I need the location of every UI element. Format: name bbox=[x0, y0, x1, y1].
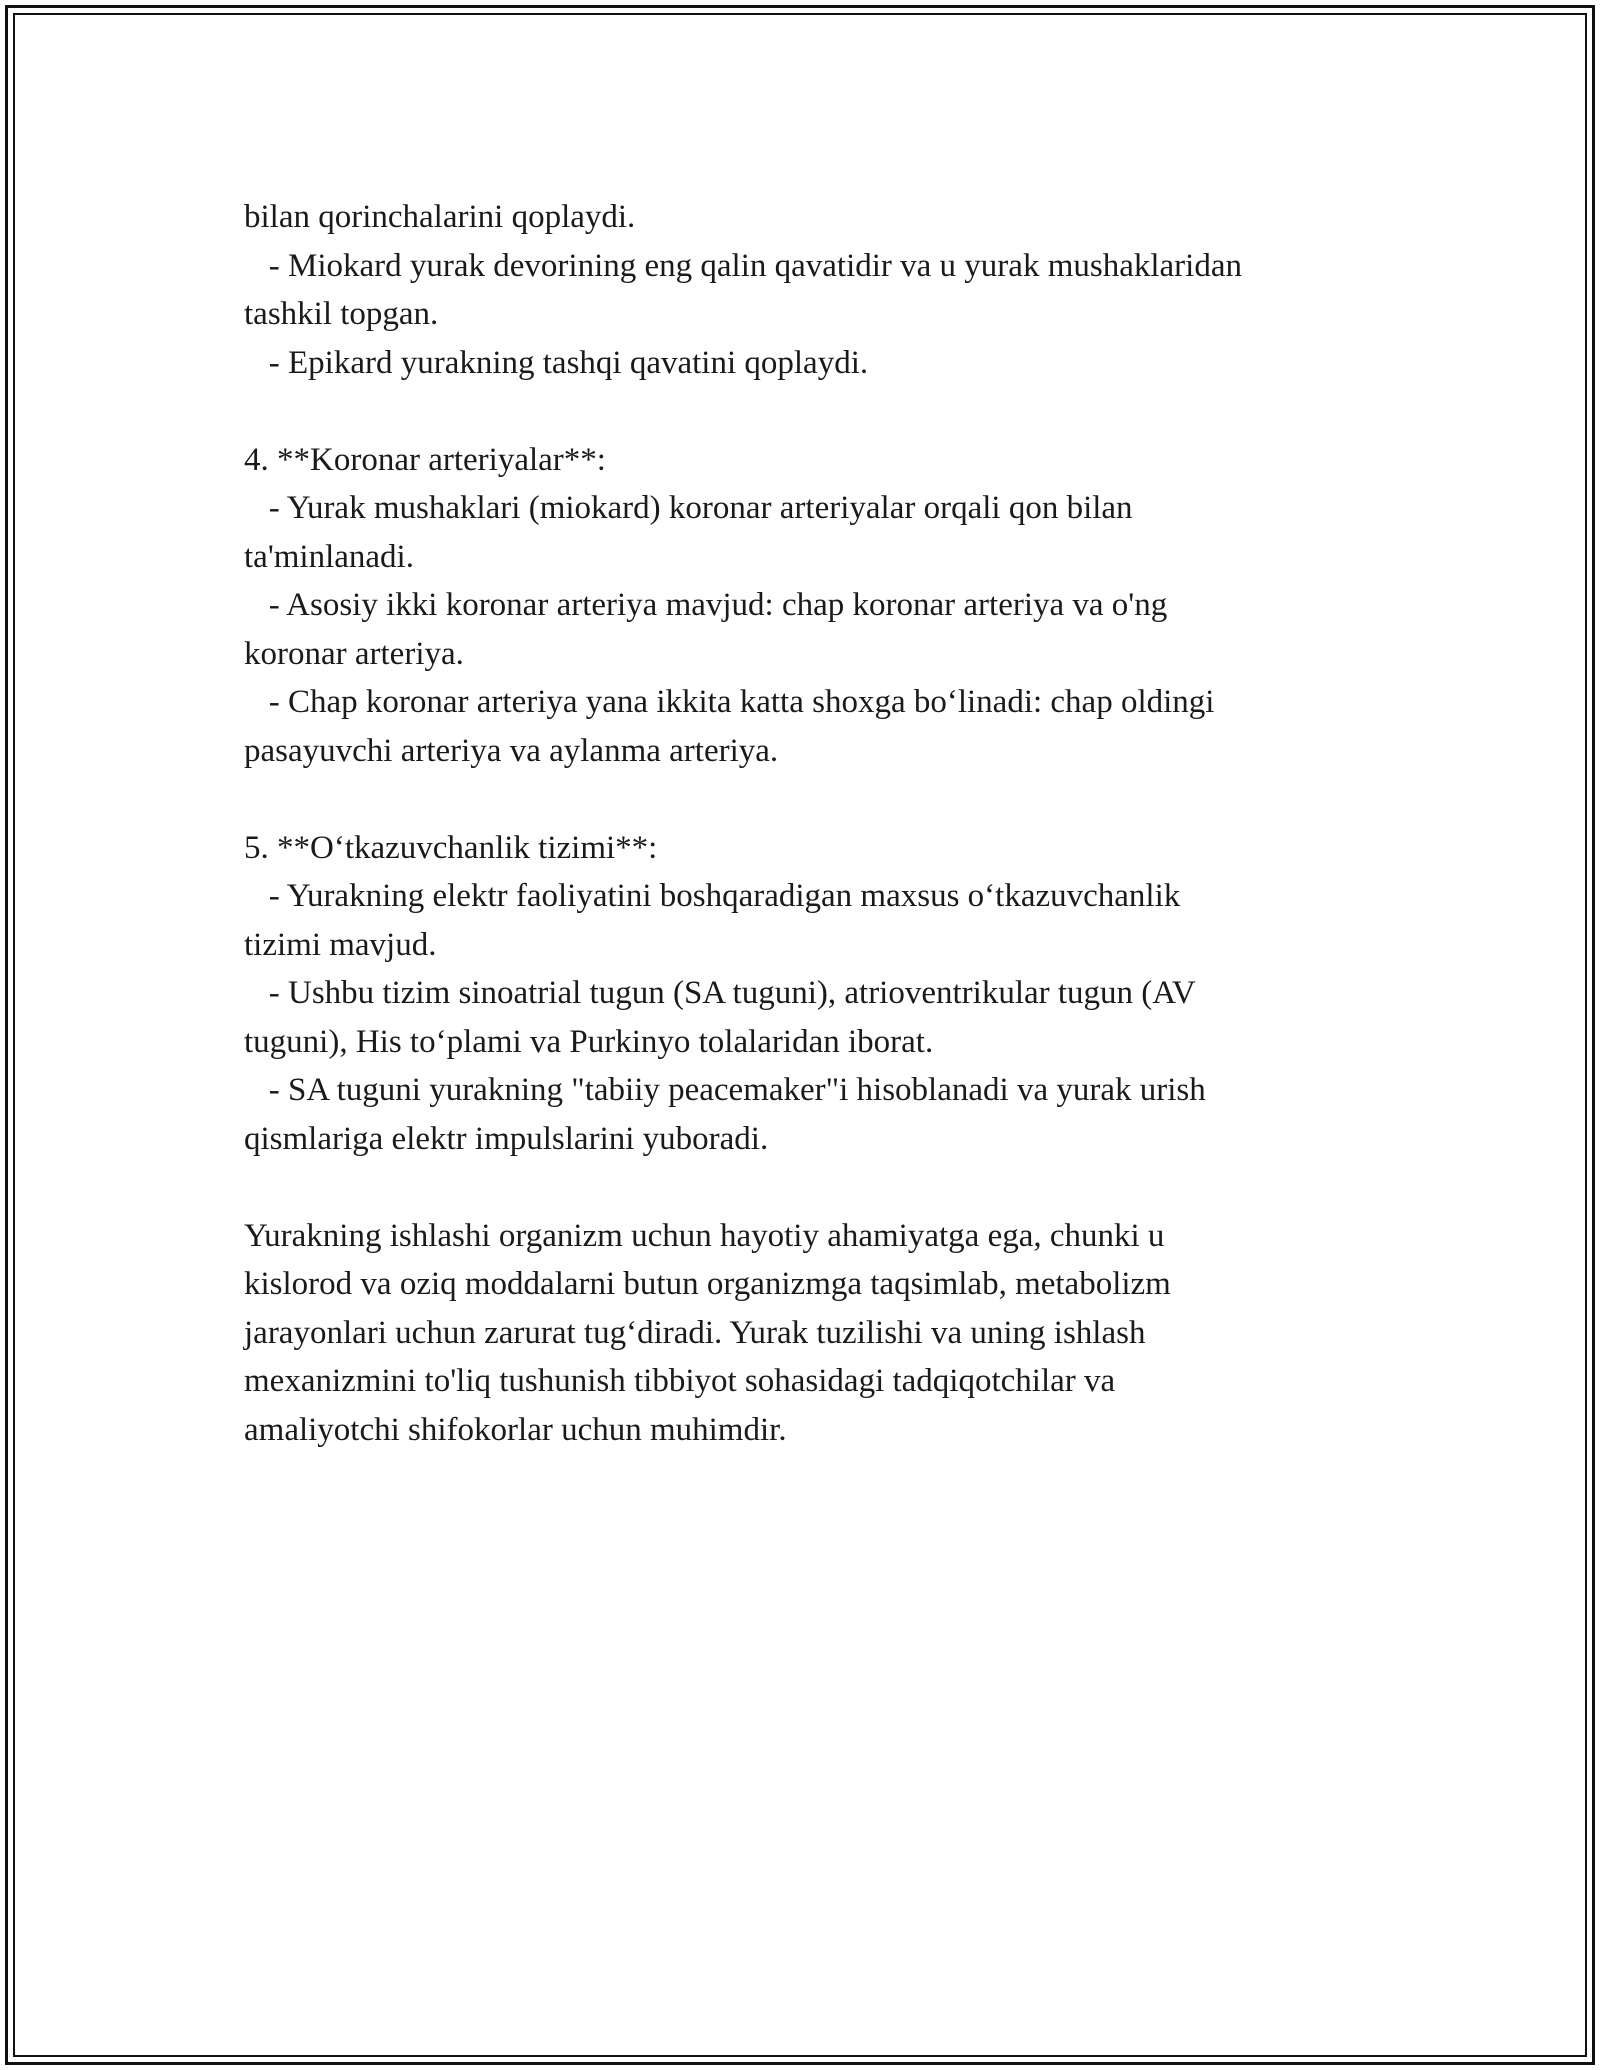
text-line: kislorod va oziq moddalarni butun organizmga taqsimlab, metabolizm bbox=[244, 1266, 1171, 1302]
text-line: - Chap koronar arteriya yana ikkita katta shoxga bo‘linadi: chap oldingi bbox=[244, 684, 1215, 720]
text-line: koronar arteriya. bbox=[244, 635, 464, 672]
text-line: tuguni), His to‘plami va Purkinyo tolalaridan iborat. bbox=[244, 1023, 934, 1060]
document-text bbox=[244, 193, 1394, 1454]
text-line: mexanizmini to'liq tushunish tibbiyot sohasidagi tadqiqotchilar va bbox=[244, 1363, 1116, 1399]
text-line: jarayonlari uchun zarurat tug‘diradi. Yurak tuzilishi va uning ishlash bbox=[244, 1314, 1146, 1351]
text-line: ta'minlanadi. bbox=[244, 538, 414, 575]
text-line: - Yurak mushaklari (miokard) koronar arteriyalar orqali qon bilan bbox=[244, 490, 1133, 526]
text-line: - Miokard yurak devorining eng qalin qavatidir va u yurak mushaklaridan bbox=[244, 247, 1242, 284]
blank-line bbox=[244, 775, 1394, 824]
text-line: tashkil topgan. bbox=[244, 296, 439, 332]
section-heading: 5. **O‘tkazuvchanlik tizimi**: bbox=[244, 829, 658, 866]
blank-line bbox=[244, 387, 1394, 436]
text-line: - Ushbu tizim sinoatrial tugun (SA tuguni), atrioventrikular tugun (AV bbox=[244, 975, 1196, 1011]
text-line: - Asosiy ikki koronar arteriya mavjud: chap koronar arteriya va o'ng bbox=[244, 587, 1168, 623]
text-line: - Epikard yurakning tashqi qavatini qoplaydi. bbox=[244, 344, 869, 381]
text-line: pasayuvchi arteriya va aylanma arteriya. bbox=[244, 732, 779, 769]
section-heading: 4. **Koronar arteriyalar**: bbox=[244, 441, 606, 478]
text-line: amaliyotchi shifokorlar uchun muhimdir. bbox=[244, 1411, 787, 1448]
text-line: Yurakning ishlashi organizm uchun hayotiy ahamiyatga ega, chunki u bbox=[244, 1217, 1165, 1254]
text-line: bilan qorinchalarini qoplaydi. bbox=[244, 199, 636, 235]
text-line: tizimi mavjud. bbox=[244, 926, 437, 963]
blank-line bbox=[244, 1163, 1394, 1212]
text-line: - Yurakning elektr faoliyatini boshqaradigan maxsus o‘tkazuvchanlik bbox=[244, 878, 1181, 914]
text-line: - SA tuguni yurakning "tabiiy peacemaker"i hisoblanadi va yurak urish bbox=[244, 1072, 1206, 1108]
text-line: qismlariga elektr impulslarini yuboradi. bbox=[244, 1120, 769, 1157]
page-frame bbox=[5, 5, 1595, 2065]
